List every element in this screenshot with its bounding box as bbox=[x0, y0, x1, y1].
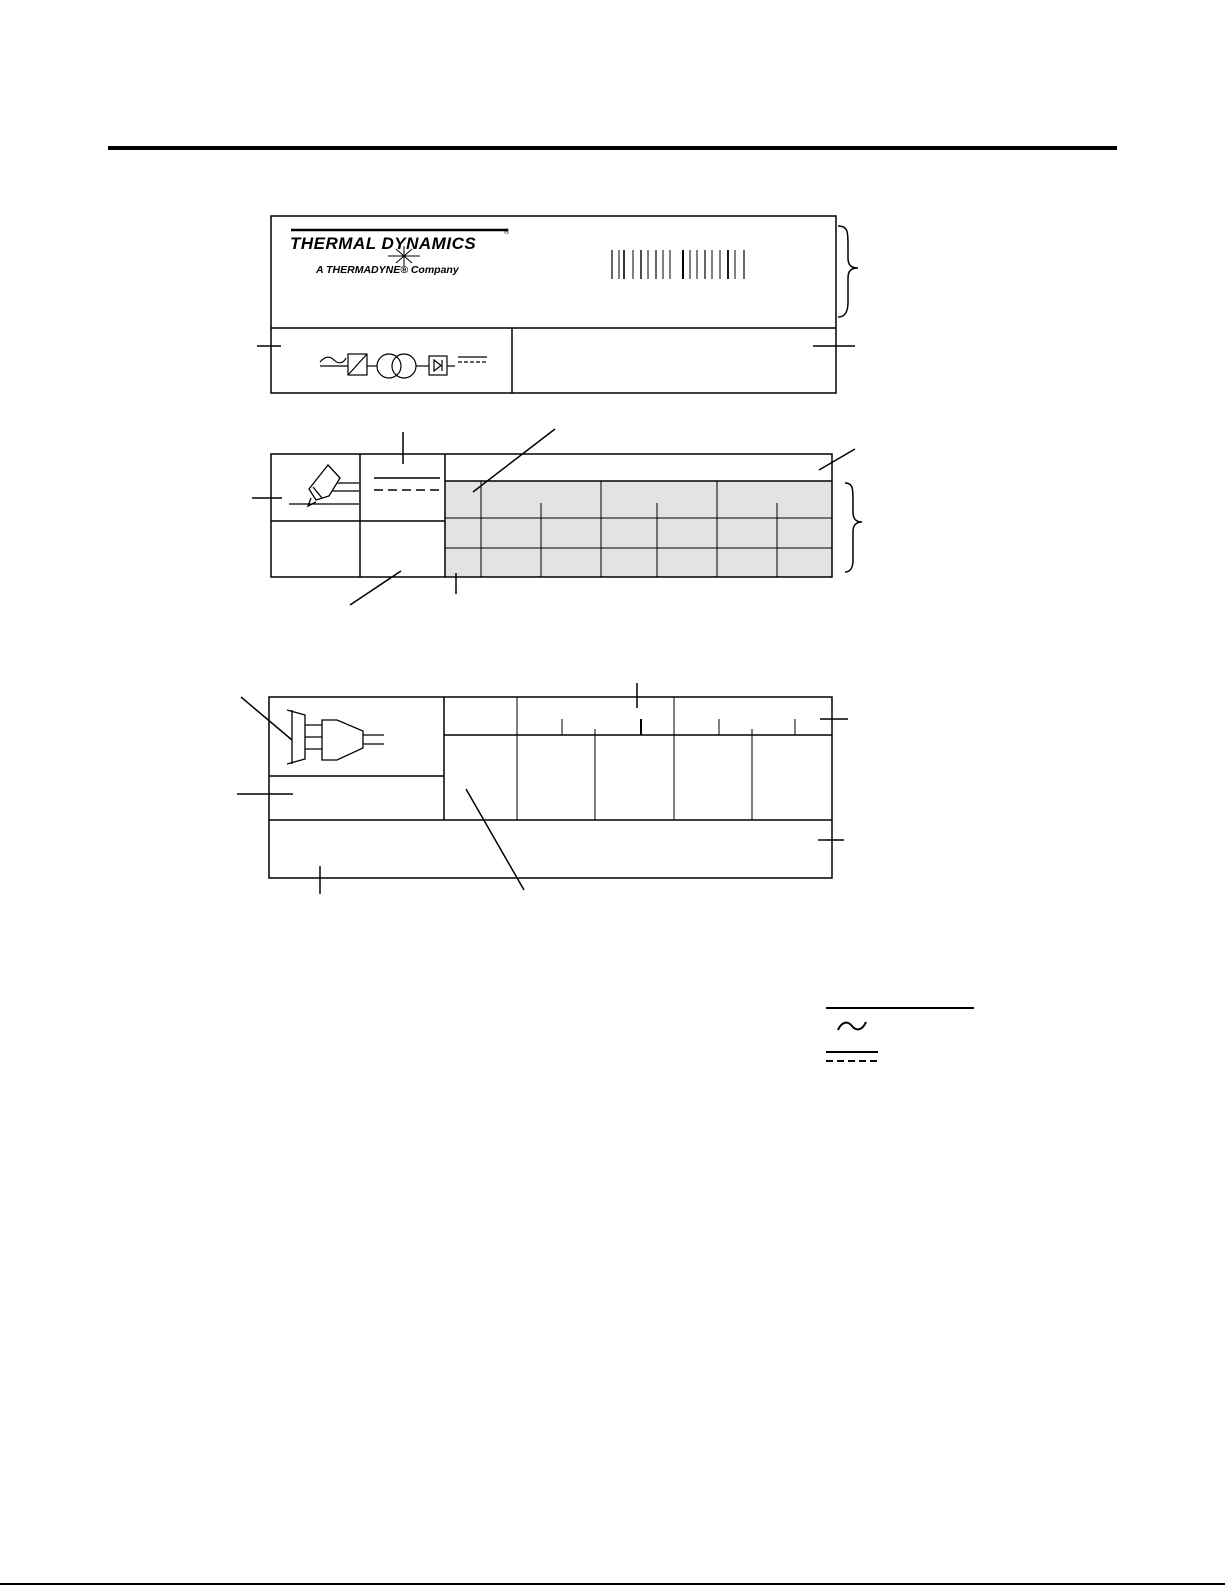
callout-leader bbox=[466, 789, 524, 890]
symbol-legend bbox=[826, 1008, 974, 1061]
converter-symbol-icon bbox=[320, 354, 487, 378]
logo-registered-mark: ® bbox=[504, 229, 510, 236]
input-plug-icon bbox=[287, 710, 384, 764]
barcode-icon bbox=[612, 250, 744, 279]
callout-leader bbox=[241, 697, 292, 740]
input-box bbox=[269, 697, 832, 878]
logo-tagline: A THERMADYNE® Company bbox=[316, 264, 459, 276]
ac-symbol-icon bbox=[838, 1022, 866, 1030]
dc-output-symbol-icon bbox=[374, 478, 440, 490]
logo-brand: THERMAL DYNAMICS bbox=[290, 234, 477, 253]
shaded-rating-cells bbox=[445, 481, 832, 577]
callout-leader bbox=[819, 449, 855, 470]
section-brace bbox=[838, 226, 858, 317]
input-section bbox=[237, 683, 848, 894]
plasma-torch-icon bbox=[289, 465, 359, 506]
output-section bbox=[252, 429, 862, 605]
company-logo bbox=[290, 228, 510, 276]
dc-symbol-icon bbox=[826, 1052, 878, 1061]
callout-leader bbox=[350, 571, 401, 605]
section-brace bbox=[845, 483, 862, 572]
